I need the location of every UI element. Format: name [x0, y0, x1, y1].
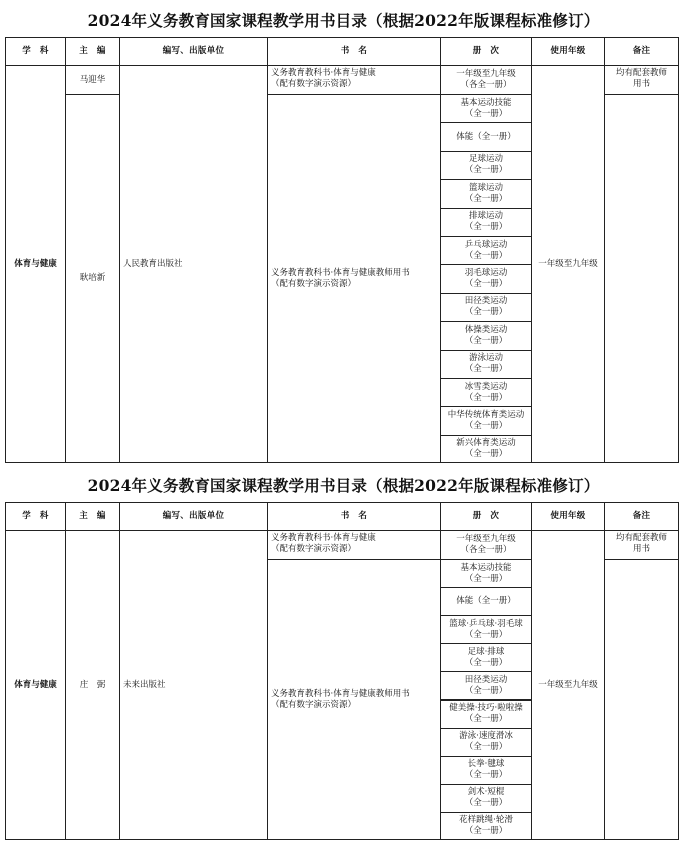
volume-note: （各全一册）	[460, 545, 512, 555]
header-book: 书 名	[267, 37, 441, 66]
volume-note: （全一册）	[464, 307, 508, 318]
volume-cell	[440, 671, 532, 700]
header-remark: 备注	[604, 37, 679, 66]
volume-note: （全一册）	[464, 742, 508, 753]
volume-note: （全一册）	[464, 714, 508, 725]
editor-cell-a: 马迎华	[65, 65, 120, 95]
header-remark: 备注	[604, 502, 679, 531]
volume-cell	[440, 784, 532, 813]
volume-text: 篮球运动	[468, 182, 503, 193]
volume-note: （全一册）	[464, 279, 508, 290]
header-book: 书 名	[267, 502, 441, 531]
volume-cell	[440, 293, 532, 322]
header-volume: 册 次	[440, 37, 532, 66]
volume-text: 花样跳绳·轮滑	[459, 814, 513, 825]
volume-note: （全一册）	[464, 770, 508, 781]
book-note: （配有数字演示资源）	[271, 79, 357, 89]
volume-text: 一年级至九年级	[456, 69, 516, 79]
volume-text: 乒乓球运动	[464, 239, 508, 250]
volume-note: （全一册）	[464, 193, 508, 204]
volume-text: 中华传统体育类运动	[447, 410, 525, 421]
remark-cell-b	[604, 94, 679, 463]
book-cell-student	[267, 65, 441, 95]
volume-cell	[440, 643, 532, 672]
book-note: （配有数字演示资源）	[271, 278, 357, 289]
volume-note: （全一册）	[464, 250, 508, 261]
volume-note: （全一册）	[464, 685, 508, 696]
volume-text: 健美操·技巧·啦啦操	[449, 703, 523, 714]
grade-cell: 一年级至九年级	[531, 530, 605, 840]
volume-cell	[440, 236, 532, 265]
catalog-table-1	[5, 37, 679, 463]
volume-text: 足球运动	[468, 154, 503, 165]
remark-text: 均有配套教师用书	[615, 68, 667, 89]
volume-cell	[440, 208, 532, 237]
volume-note: （全一册）	[464, 573, 508, 584]
book-cell-teacher	[267, 559, 441, 840]
header-subject: 学 科	[5, 502, 66, 531]
volume-cell	[440, 615, 532, 644]
volume-text: 剑术·短棍	[467, 787, 505, 798]
header-volume: 册 次	[440, 502, 532, 531]
volume-text: 新兴体育类运动	[456, 437, 516, 448]
page-title: 2024年义务教育国家课程教学用书目录（根据2022年版课程标准修订）	[87, 11, 600, 30]
volume-text: 游泳·速度滑冰	[459, 731, 513, 742]
volume-cell	[440, 559, 532, 588]
volume-note: （全一册）	[464, 222, 508, 233]
volume-text: 冰雪类运动	[464, 381, 508, 392]
volume-text: 田径类运动	[464, 296, 508, 307]
volume-text: 羽毛球运动	[464, 268, 508, 279]
volume-note: （全一册）	[464, 108, 508, 119]
volume-text: 篮球·乒乓球·羽毛球	[449, 618, 523, 629]
volume-note: （全一册）	[464, 421, 508, 432]
book-name: 义务教育教科书·体育与健康教师用书	[271, 267, 410, 278]
volume-note: （全一册）	[464, 165, 508, 176]
header-editor: 主 编	[65, 502, 120, 531]
remark-cell-b	[604, 559, 679, 840]
volume-text: 足球·排球	[467, 646, 505, 657]
book-name: 义务教育教科书·体育与健康教师用书	[271, 688, 410, 699]
volume-note: （全一册）	[464, 629, 508, 640]
volume-note: （各全一册）	[460, 80, 512, 90]
volume-cell	[440, 435, 532, 463]
volume-text: 田径类运动	[464, 674, 508, 685]
volume-cell	[440, 406, 532, 435]
editor-cell-b: 耿培新	[65, 94, 120, 463]
volume-note: （全一册）	[464, 448, 508, 459]
volume-cell	[440, 756, 532, 785]
publisher-cell: 人民教育出版社	[119, 65, 268, 463]
book-cell-student	[267, 530, 441, 560]
volume-note: （全一册）	[464, 335, 508, 346]
book-name: 义务教育教科书·体育与健康	[271, 533, 376, 543]
header-subject: 学 科	[5, 37, 66, 66]
book-note: （配有数字演示资源）	[271, 544, 357, 554]
volume-text: 基本运动技能	[460, 562, 512, 573]
publisher-cell: 未来出版社	[119, 530, 268, 840]
header-grade: 使用年级	[531, 502, 605, 531]
volume-note: （全一册）	[464, 392, 508, 403]
volume-cell	[440, 122, 532, 151]
subject-cell: 体育与健康	[5, 530, 66, 840]
header-grade: 使用年级	[531, 37, 605, 66]
volume-text: 基本运动技能	[460, 97, 512, 108]
volume-cell	[440, 264, 532, 293]
volume-cell	[440, 812, 532, 840]
remark-text: 均有配套教师用书	[615, 533, 667, 554]
volume-cell	[440, 378, 532, 407]
editor-cell: 庄 弼	[65, 530, 120, 840]
volume-cell	[440, 350, 532, 379]
book-cell-teacher	[267, 94, 441, 463]
volume-text: 游泳运动	[468, 353, 503, 364]
header-publisher: 编写、出版单位	[119, 37, 268, 66]
subject-cell: 体育与健康	[5, 65, 66, 463]
book-note: （配有数字演示资源）	[271, 699, 357, 710]
volume-note: （全一册）	[464, 364, 508, 375]
remark-cell-a	[604, 530, 679, 560]
book-name: 义务教育教科书·体育与健康	[271, 68, 376, 78]
volume-cell	[440, 587, 532, 616]
catalog-table-2	[5, 502, 679, 840]
volume-cell	[440, 151, 532, 180]
volume-cell	[440, 94, 532, 123]
volume-cell-student	[440, 65, 532, 95]
volume-note: （全一册）	[464, 657, 508, 668]
grade-cell: 一年级至九年级	[531, 65, 605, 463]
volume-note: （全一册）	[464, 825, 508, 836]
header-editor: 主 编	[65, 37, 120, 66]
page-title-2: 2024年义务教育国家课程教学用书目录（根据2022年版课程标准修订）	[87, 476, 600, 495]
volume-text: 一年级至九年级	[456, 534, 516, 544]
volume-note: （全一册）	[464, 798, 508, 809]
volume-cell	[440, 321, 532, 350]
header-publisher: 编写、出版单位	[119, 502, 268, 531]
volume-text: 排球运动	[468, 211, 503, 222]
volume-text: 体能（全一册）	[456, 596, 516, 607]
volume-cell	[440, 179, 532, 208]
volume-cell	[440, 728, 532, 757]
volume-text: 体操类运动	[464, 324, 508, 335]
remark-cell-a	[604, 65, 679, 95]
volume-text: 体能（全一册）	[456, 131, 516, 142]
volume-cell	[440, 700, 532, 729]
volume-text: 长拳·毽球	[467, 759, 505, 770]
volume-cell-student	[440, 530, 532, 560]
